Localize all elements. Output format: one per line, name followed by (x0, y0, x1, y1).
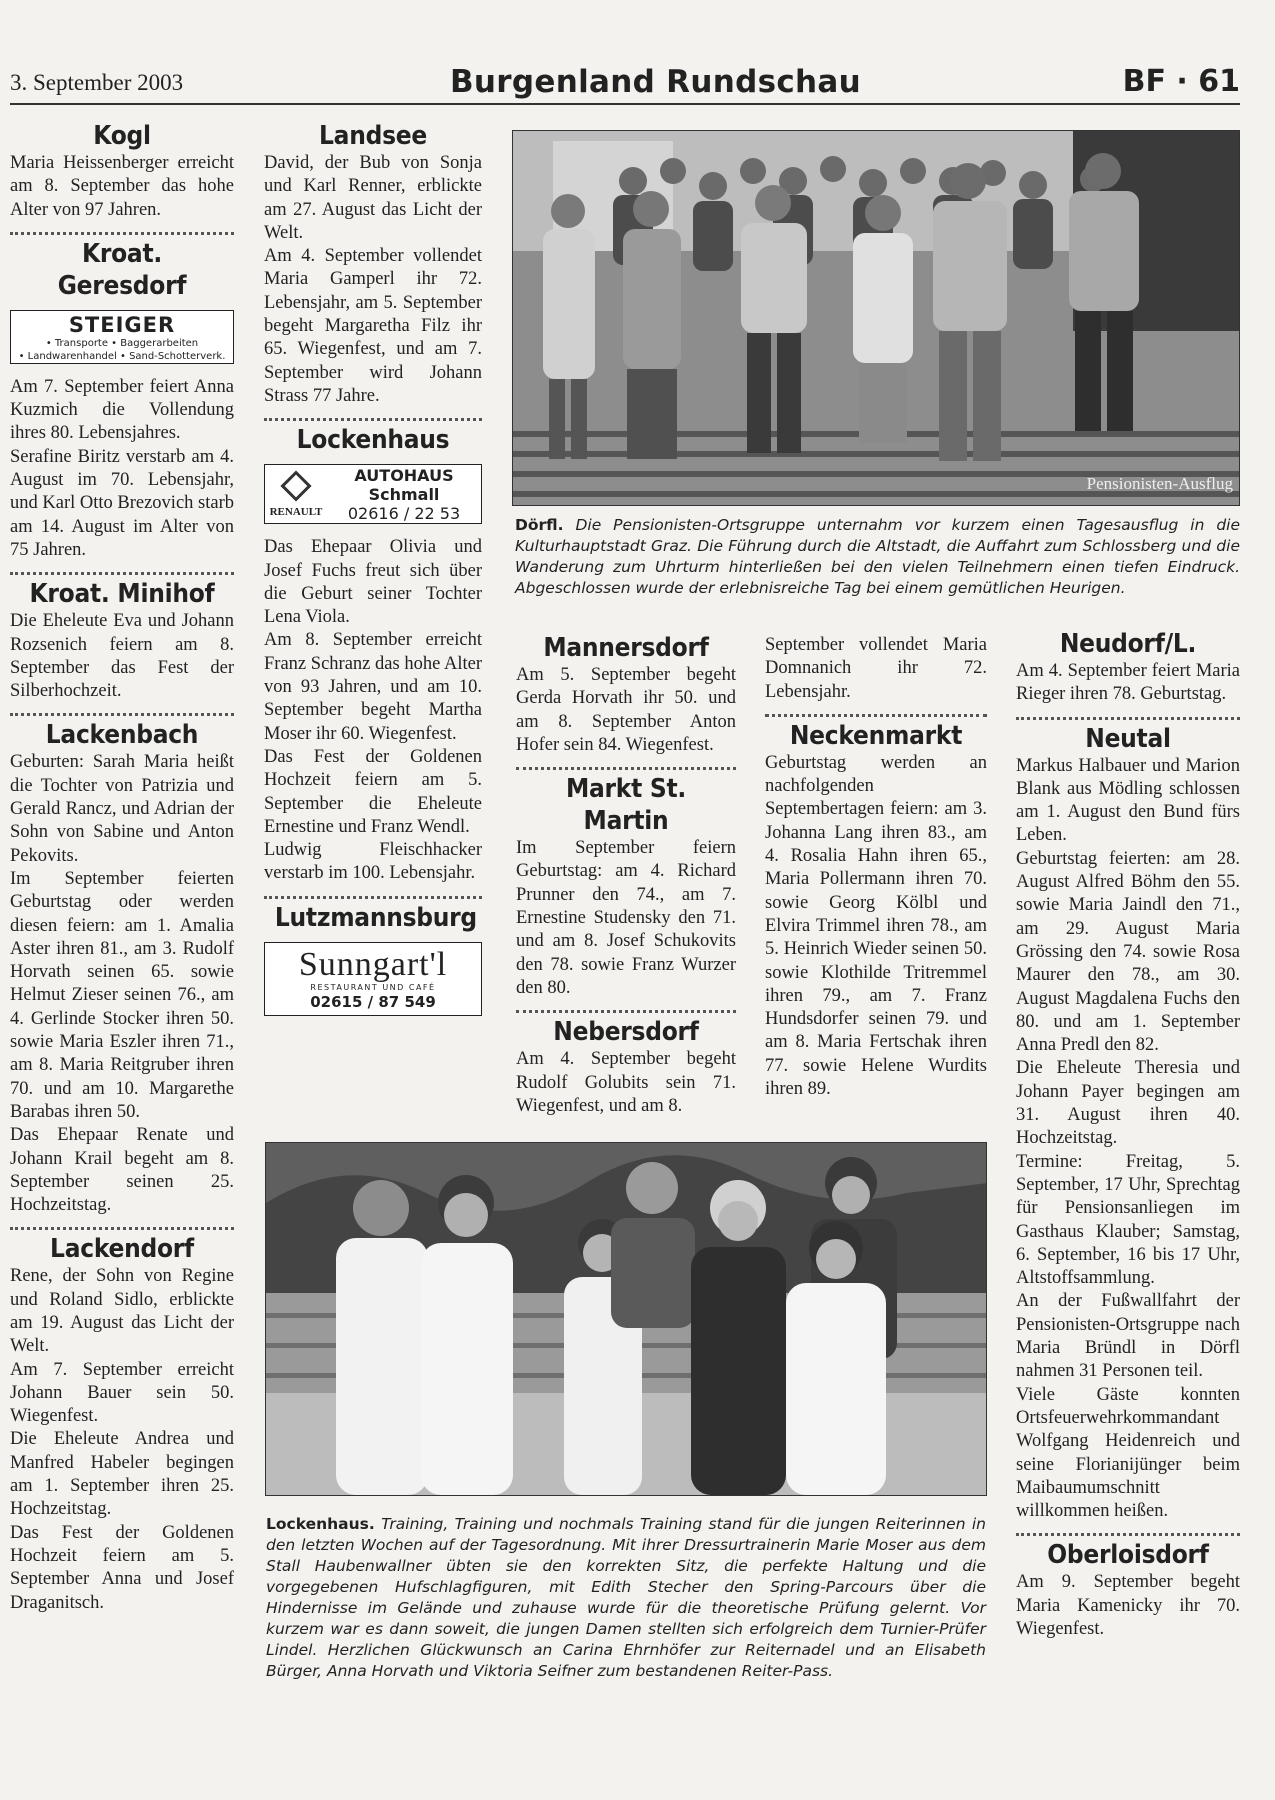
section-neutal (1016, 723, 1240, 1524)
paragraph: Am 7. September feiert Anna Kuzmich die Vollendung ihres 80. Lebensjahres. (10, 376, 234, 444)
paragraph: Am 8. September erreicht Franz Schranz das hohe Alter von 93 Jahren, und am 10. September begeht Martha Moser ihr 60. Wiegenfest. (264, 630, 482, 744)
section-text (10, 610, 234, 703)
dotted-separator (1016, 717, 1240, 720)
paragraph: Im September feierten Geburtstag oder werden diesen feiern: am 1. Amalia Aster ihren 81., am 3. Rudolf Horvath seinen 65. sowie Helmut Zieser seinen 76., am 4. Gerlinde Stocker ihren 50. sowie Maria Eszler ihren 71., am 8. Maria Reitgruber ihren 70. und am 10. Margarethe Barabas ihren 50. (10, 868, 234, 1122)
ad-sunngartl (264, 942, 482, 1016)
paragraph: Am 4. September vollendet Maria Gamperl ihr 72. Lebensjahr, am 5. September begeht Margaretha Filz ihr 65. Wiegenfest, und am 7. September wird Johann Strass 77 Jahre. (264, 246, 482, 406)
section-kroat-geresdorf (10, 238, 234, 562)
riders-photo-illustration (266, 1143, 987, 1495)
section-text (1016, 755, 1240, 1524)
section-text (516, 664, 736, 757)
paragraph: Markus Halbauer und Marion Blank aus Mödling schlossen am 1. August den Bund fürs Leben. (1016, 755, 1240, 846)
dotted-separator (516, 767, 736, 770)
column-3 (516, 632, 736, 1122)
caption-riders (266, 1514, 986, 1682)
section-text (516, 837, 736, 1000)
ad-name: STEIGER (68, 312, 176, 337)
page-header (10, 60, 1240, 105)
section-text (10, 751, 234, 1217)
section-mannersdorf (516, 632, 736, 757)
paragraph: Geburtstag werden an nachfolgenden Septembertagen feiern: am 3. Johanna Lang ihren 83., am 4. Rosalia Hahn ihren 65., Maria Pollermann ihren 70. sowie Georg Kölbl und Elvira Trimmel ihren 78., am 5. Heinrich Wieder seinen 50. sowie Klothilde Tritremmel ihren 79., am 7. Franz Hundsdorfer seinen 79. und am 8. Maria Fertschak ihren 77. sowie Helene Wurdits ihren 89. (765, 752, 987, 1100)
photo-overlay-text: Pensionisten-Ausflug (1086, 474, 1233, 493)
paragraph: An der Fußwallfahrt der Pensionisten-Ortsgruppe nach Maria Bründl in Dörfl nahmen 31 Personen teil. (1016, 1291, 1240, 1382)
section-text (1016, 660, 1240, 707)
ad-line: • Transporte • Baggerarbeiten (45, 337, 199, 349)
ad-name: AUTOHAUS (354, 465, 454, 485)
paragraph: David, der Bub von Sonja und Karl Renner, erblickte am 27. August das Licht der Welt. (264, 153, 482, 243)
town-heading: Mannersdorf (543, 633, 709, 663)
paragraph: Am 4. September feiert Maria Rieger ihren 78. Geburtstag. (1016, 661, 1240, 705)
ad-subtitle: RESTAURANT UND CAFÉ (310, 982, 436, 992)
paragraph: Das Ehepaar Olivia und Josef Fuchs freut sich über die Geburt seiner Tochter Lena Viola. (264, 537, 482, 628)
dotted-separator (10, 1227, 234, 1230)
caption-town: Lockenhaus. (266, 1515, 375, 1533)
paragraph: Geburten: Sarah Maria heißt die Tochter von Patrizia und Gerald Rancz, und Adrian der Sohn von Sabine und Anton Pekovits. (10, 752, 234, 866)
paragraph: Am 9. September begeht Maria Kamenicky ihr 70. Wiegenfest. (1016, 1572, 1240, 1639)
issue-date: 3. September 2003 (10, 70, 184, 95)
paragraph: Viele Gäste konnten Ortsfeuerwehrkommandant Wolfgang Heidenreich und seine Florianijünger beim Maibaumumschnitt willkommen heißen. (1016, 1384, 1240, 1522)
paragraph: Das Fest der Goldenen Hochzeit feiern am 5. September die Eheleute Ernestine und Franz Wendl. (264, 746, 482, 837)
town-heading: Nebersdorf (553, 1017, 699, 1048)
paragraph: Im September feiern Geburtstag: am 4. Richard Prunner den 74., am 7. Ernestine Studensky den 71. und am 8. Josef Schukovits den 78. sowie Franz Wurzer den 80. (516, 838, 736, 998)
paragraph: Die Eheleute Eva und Johann Rozsenich feiern am 8. September das Fest der Silberhochzeit. (10, 611, 234, 702)
section-text (765, 752, 987, 1101)
paragraph: Das Fest der Goldenen Hochzeit feiern am 5. September Anna und Josef Draganitsch. (10, 1522, 234, 1613)
section-landsee (264, 120, 482, 408)
photo-young-riders (265, 1142, 987, 1496)
section-text (10, 376, 234, 562)
ad-phone: 02616 / 22 53 (347, 503, 461, 523)
section-lutzmannsburg (264, 902, 482, 1016)
group-photo-illustration (513, 131, 1240, 506)
section-text (10, 1265, 234, 1614)
dotted-separator (264, 418, 482, 421)
town-heading: Landsee (319, 121, 427, 151)
renault-logo (265, 471, 327, 518)
section-lackenbach (10, 719, 234, 1217)
town-heading: Lackenbach (45, 720, 199, 751)
section-lackendorf (10, 1233, 234, 1614)
section-neudorf (1016, 628, 1240, 707)
page-number: BF · 61 (1122, 64, 1240, 99)
paragraph: September vollendet Maria Domnanich ihr 72. Lebensjahr. (765, 635, 987, 702)
paragraph: Am 4. September begeht Rudolf Golubits sein 71. Wiegenfest, und am 8. (516, 1049, 736, 1116)
town-heading: Markt St. Martin (565, 774, 687, 837)
column-4 (765, 634, 987, 1105)
renault-diamond-icon (280, 470, 311, 501)
ad-name: Sunngart'l (298, 945, 448, 983)
caption-text: Training, Training und nochmals Training stand für die jungen Reiterinnen in den letzten Wochen auf der Tagesordnung. Mit ihrer Dressurtrainerin Marie Moser aus dem Stall Haubenwallner übten sie den korrekten Sitz, die perfekte Haltung und die vorgegebenen Hufschlagfiguren, mit Edith Stecher den Spring-Parcours über die Hindernisse im Gelände und zuhause wurde für die theoretische Prüfung gelernt. Vor kurzem war es dann soweit, die jungen Damen stellten sich erfolgreich dem Turnier-Prüfer Lindel. Herzlichen Glückwunsch an Carina Ehrnhöfer zur Reiternadel und an Elisabeth Bürger, Anna Horvath und Viktoria Seifner zum bestandenen Reiter-Pass. (266, 1515, 986, 1680)
paragraph: Termine: Freitag, 5. September, 17 Uhr, Sprechtag für Pensionsanliegen im Gasthaus Klauber; Samstag, 6. September, 16 bis 17 Uhr, Altstoffsammlung. (1016, 1151, 1240, 1289)
town-heading: Lockenhaus (296, 425, 450, 456)
paragraph: Die Eheleute Theresia und Johann Payer begingen am 31. August ihren 40. Hochzeitstag. (1016, 1058, 1240, 1149)
paragraph: Das Ehepaar Renate und Johann Krail begeht am 8. September seinen 25. Hochzeitstag. (10, 1125, 234, 1216)
section-markt-st-martin (516, 773, 736, 1000)
column-1 (10, 120, 234, 1619)
newspaper-section-title: Burgenland Rundschau (450, 64, 861, 100)
section-text (10, 152, 234, 222)
renault-brand: RENAULT (269, 505, 323, 518)
town-heading: Kroat. Geresdorf (57, 238, 187, 301)
continued-text (765, 634, 987, 704)
section-kroat-minihof (10, 578, 234, 703)
dotted-separator (10, 572, 234, 575)
section-text (264, 152, 482, 408)
paragraph: Am 7. September erreicht Johann Bauer sein 50. Wiegenfest. (10, 1359, 234, 1427)
town-heading: Kogl (93, 121, 151, 151)
caption-text: Die Pensionisten-Ortsgruppe unternahm vor kurzem einen Tagesausflug in die Kulturhauptstadt Graz. Die Führung durch die Altstadt, die Auffahrt zum Schlossberg und die Wanderung zum Uhrturm hinterließen bei den vielen Teilnehmern einen tiefen Eindruck. Abgeschlossen wurde der erlebnisreiche Tag bei einem gemütlichen Heurigen. (515, 516, 1240, 597)
column-2 (264, 120, 482, 1028)
dotted-separator (765, 714, 987, 717)
paragraph: Die Eheleute Andrea und Manfred Habeler begingen am 1. September ihren 25. Hochzeitstag. (10, 1429, 234, 1520)
town-heading: Neckenmarkt (789, 720, 963, 751)
town-heading: Oberloisdorf (1047, 1540, 1209, 1571)
ad-owner: Schmall (368, 484, 440, 504)
column-5 (1016, 628, 1240, 1645)
paragraph: Serafine Biritz verstarb am 4. August im 70. Lebensjahr, und Karl Otto Brezovich starb am 14. August im Alter von 75 Jahren. (10, 446, 234, 560)
dotted-separator (264, 896, 482, 899)
town-heading: Lutzmannsburg (274, 902, 477, 933)
ad-text (327, 466, 481, 523)
ad-autohaus-schmall (264, 464, 482, 524)
paragraph: Maria Heissenberger erreicht am 8. September das hohe Alter von 97 Jahren. (10, 153, 234, 220)
section-nebersdorf (516, 1016, 736, 1118)
photo-pensioners-group (512, 130, 1240, 506)
town-heading: Kroat. Minihof (29, 579, 215, 610)
paragraph: Geburtstag feierten: am 28. August Alfred Böhm den 55. sowie Maria Jaindl den 71., am 29. August Maria Grössing den 74. sowie Rosa Maurer den 78., am 30. August Magdalena Fuchs den 80. und am 1. September Anna Predl den 82. (1016, 848, 1240, 1056)
caption-town: Dörfl. (515, 516, 564, 534)
paragraph: Am 5. September begeht Gerda Horvath ihr 50. und am 8. September Anton Hofer sein 84. Wiegenfest. (516, 665, 736, 755)
section-text (516, 1048, 736, 1118)
town-heading: Neutal (1085, 723, 1171, 754)
section-oberloisdorf (1016, 1539, 1240, 1641)
town-heading: Neudorf/L. (1059, 629, 1197, 659)
paragraph: Ludwig Fleischhacker verstarb im 100. Lebensjahr. (264, 840, 482, 884)
ad-phone: 02615 / 87 549 (310, 992, 436, 1011)
section-lockenhaus (264, 424, 482, 885)
section-neckenmarkt (765, 720, 987, 1101)
dotted-separator (10, 713, 234, 716)
section-kogl (10, 120, 234, 222)
ad-line: • Landwarenhandel • Sand-Schotterverk. (18, 350, 226, 362)
caption-pensioners (515, 515, 1240, 599)
dotted-separator (1016, 1533, 1240, 1536)
ad-steiger (10, 310, 234, 364)
paragraph: Rene, der Sohn von Regine und Roland Sidlo, erblickte am 19. August das Licht der Welt. (10, 1266, 234, 1357)
dotted-separator (10, 232, 234, 235)
town-heading: Lackendorf (50, 1234, 194, 1265)
section-text (1016, 1571, 1240, 1641)
section-text (264, 536, 482, 885)
dotted-separator (516, 1010, 736, 1013)
